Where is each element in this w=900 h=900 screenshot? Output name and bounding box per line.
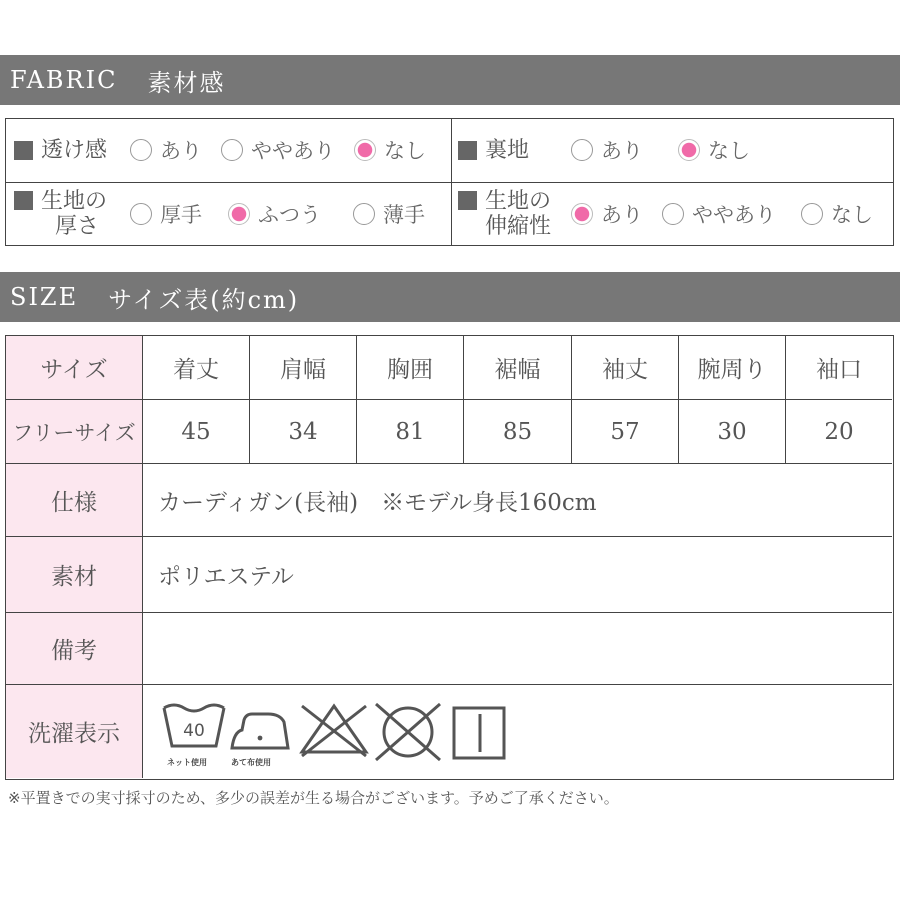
arm-circumference-header: 腕周り	[679, 336, 786, 400]
size-title-en: SIZE	[10, 283, 79, 311]
wash-tub-icon	[164, 705, 224, 746]
hem-value: 85	[464, 400, 572, 464]
square-bullet-icon	[14, 191, 33, 210]
thickness-option-thick[interactable]: 厚手	[130, 183, 202, 245]
fabric-row-lining	[458, 119, 529, 181]
care-label: 洗濯表示	[6, 685, 143, 778]
transparency-option-slightly[interactable]: ややあり	[221, 119, 335, 181]
remarks-value	[143, 613, 892, 685]
care-icons	[160, 700, 520, 770]
stretch-option-slightly[interactable]: ややあり	[662, 183, 776, 245]
iron-caption: あて布使用	[231, 758, 271, 767]
material-label: 素材	[6, 537, 143, 613]
fabric-row-stretch	[458, 183, 551, 245]
square-bullet-icon	[14, 141, 33, 160]
thickness-option-thin[interactable]: 薄手	[353, 183, 425, 245]
chest-value: 81	[357, 400, 464, 464]
sleeve-length-value: 57	[572, 400, 679, 464]
fabric-title-jp: 素材感	[147, 68, 226, 97]
wash-temp: 40	[183, 721, 205, 741]
size-title-jp: サイズ表(約cm)	[108, 285, 300, 314]
shoulder-value: 34	[250, 400, 357, 464]
radio-icon	[662, 203, 684, 225]
transparency-label: 透け感	[41, 137, 108, 163]
size-section-header	[0, 272, 900, 322]
length-value: 45	[143, 400, 250, 464]
stretch-label: 生地の 伸縮性	[485, 189, 552, 239]
hem-header: 裾幅	[464, 336, 572, 400]
spec-value: カーディガン(長袖) ※モデル身長160cm	[143, 464, 892, 537]
cuff-header: 袖口	[786, 336, 892, 400]
stretch-option-none[interactable]: なし	[801, 183, 873, 245]
thickness-option-normal[interactable]: ふつう	[228, 183, 321, 245]
transparency-option-yes[interactable]: あり	[130, 119, 202, 181]
shoulder-header: 肩幅	[250, 336, 357, 400]
thickness-label: 生地の 厚さ	[41, 189, 108, 239]
radio-selected-icon	[678, 139, 700, 161]
remarks-label: 備考	[6, 613, 143, 685]
radio-selected-icon	[228, 203, 250, 225]
square-bullet-icon	[458, 191, 477, 210]
fabric-title-en: FABRIC	[10, 66, 118, 94]
size-header-cell: サイズ	[6, 336, 143, 400]
length-header: 着丈	[143, 336, 250, 400]
stretch-option-yes[interactable]: あり	[571, 183, 643, 245]
transparency-option-none[interactable]: なし	[354, 119, 426, 181]
lining-label: 裏地	[485, 137, 530, 163]
arm-circumference-value: 30	[679, 400, 786, 464]
fabric-row-thickness	[14, 183, 107, 245]
cuff-value: 20	[786, 400, 892, 464]
radio-icon	[130, 203, 152, 225]
lining-option-none[interactable]: なし	[678, 119, 750, 181]
radio-icon	[130, 139, 152, 161]
radio-icon	[353, 203, 375, 225]
fabric-row-transparency	[14, 119, 107, 181]
no-dryclean-icon	[376, 704, 440, 760]
line-dry-icon	[454, 708, 504, 758]
free-size-label: フリーサイズ	[6, 400, 143, 464]
fabric-table	[5, 118, 894, 246]
fabric-section-header	[0, 55, 900, 105]
iron-icon	[232, 714, 288, 748]
chest-header: 胸囲	[357, 336, 464, 400]
square-bullet-icon	[458, 141, 477, 160]
material-value: ポリエステル	[143, 537, 892, 613]
radio-icon	[571, 139, 593, 161]
radio-selected-icon	[354, 139, 376, 161]
no-bleach-icon	[302, 706, 366, 756]
lining-option-yes[interactable]: あり	[571, 119, 643, 181]
spec-label: 仕様	[6, 464, 143, 537]
radio-icon	[221, 139, 243, 161]
wash-caption: ネット使用	[167, 758, 207, 767]
sleeve-length-header: 袖丈	[572, 336, 679, 400]
radio-icon	[801, 203, 823, 225]
radio-selected-icon	[571, 203, 593, 225]
footnote: ※平置きでの実寸採寸のため、多少の誤差が生る場合がございます。予めご了承ください。	[8, 789, 619, 807]
